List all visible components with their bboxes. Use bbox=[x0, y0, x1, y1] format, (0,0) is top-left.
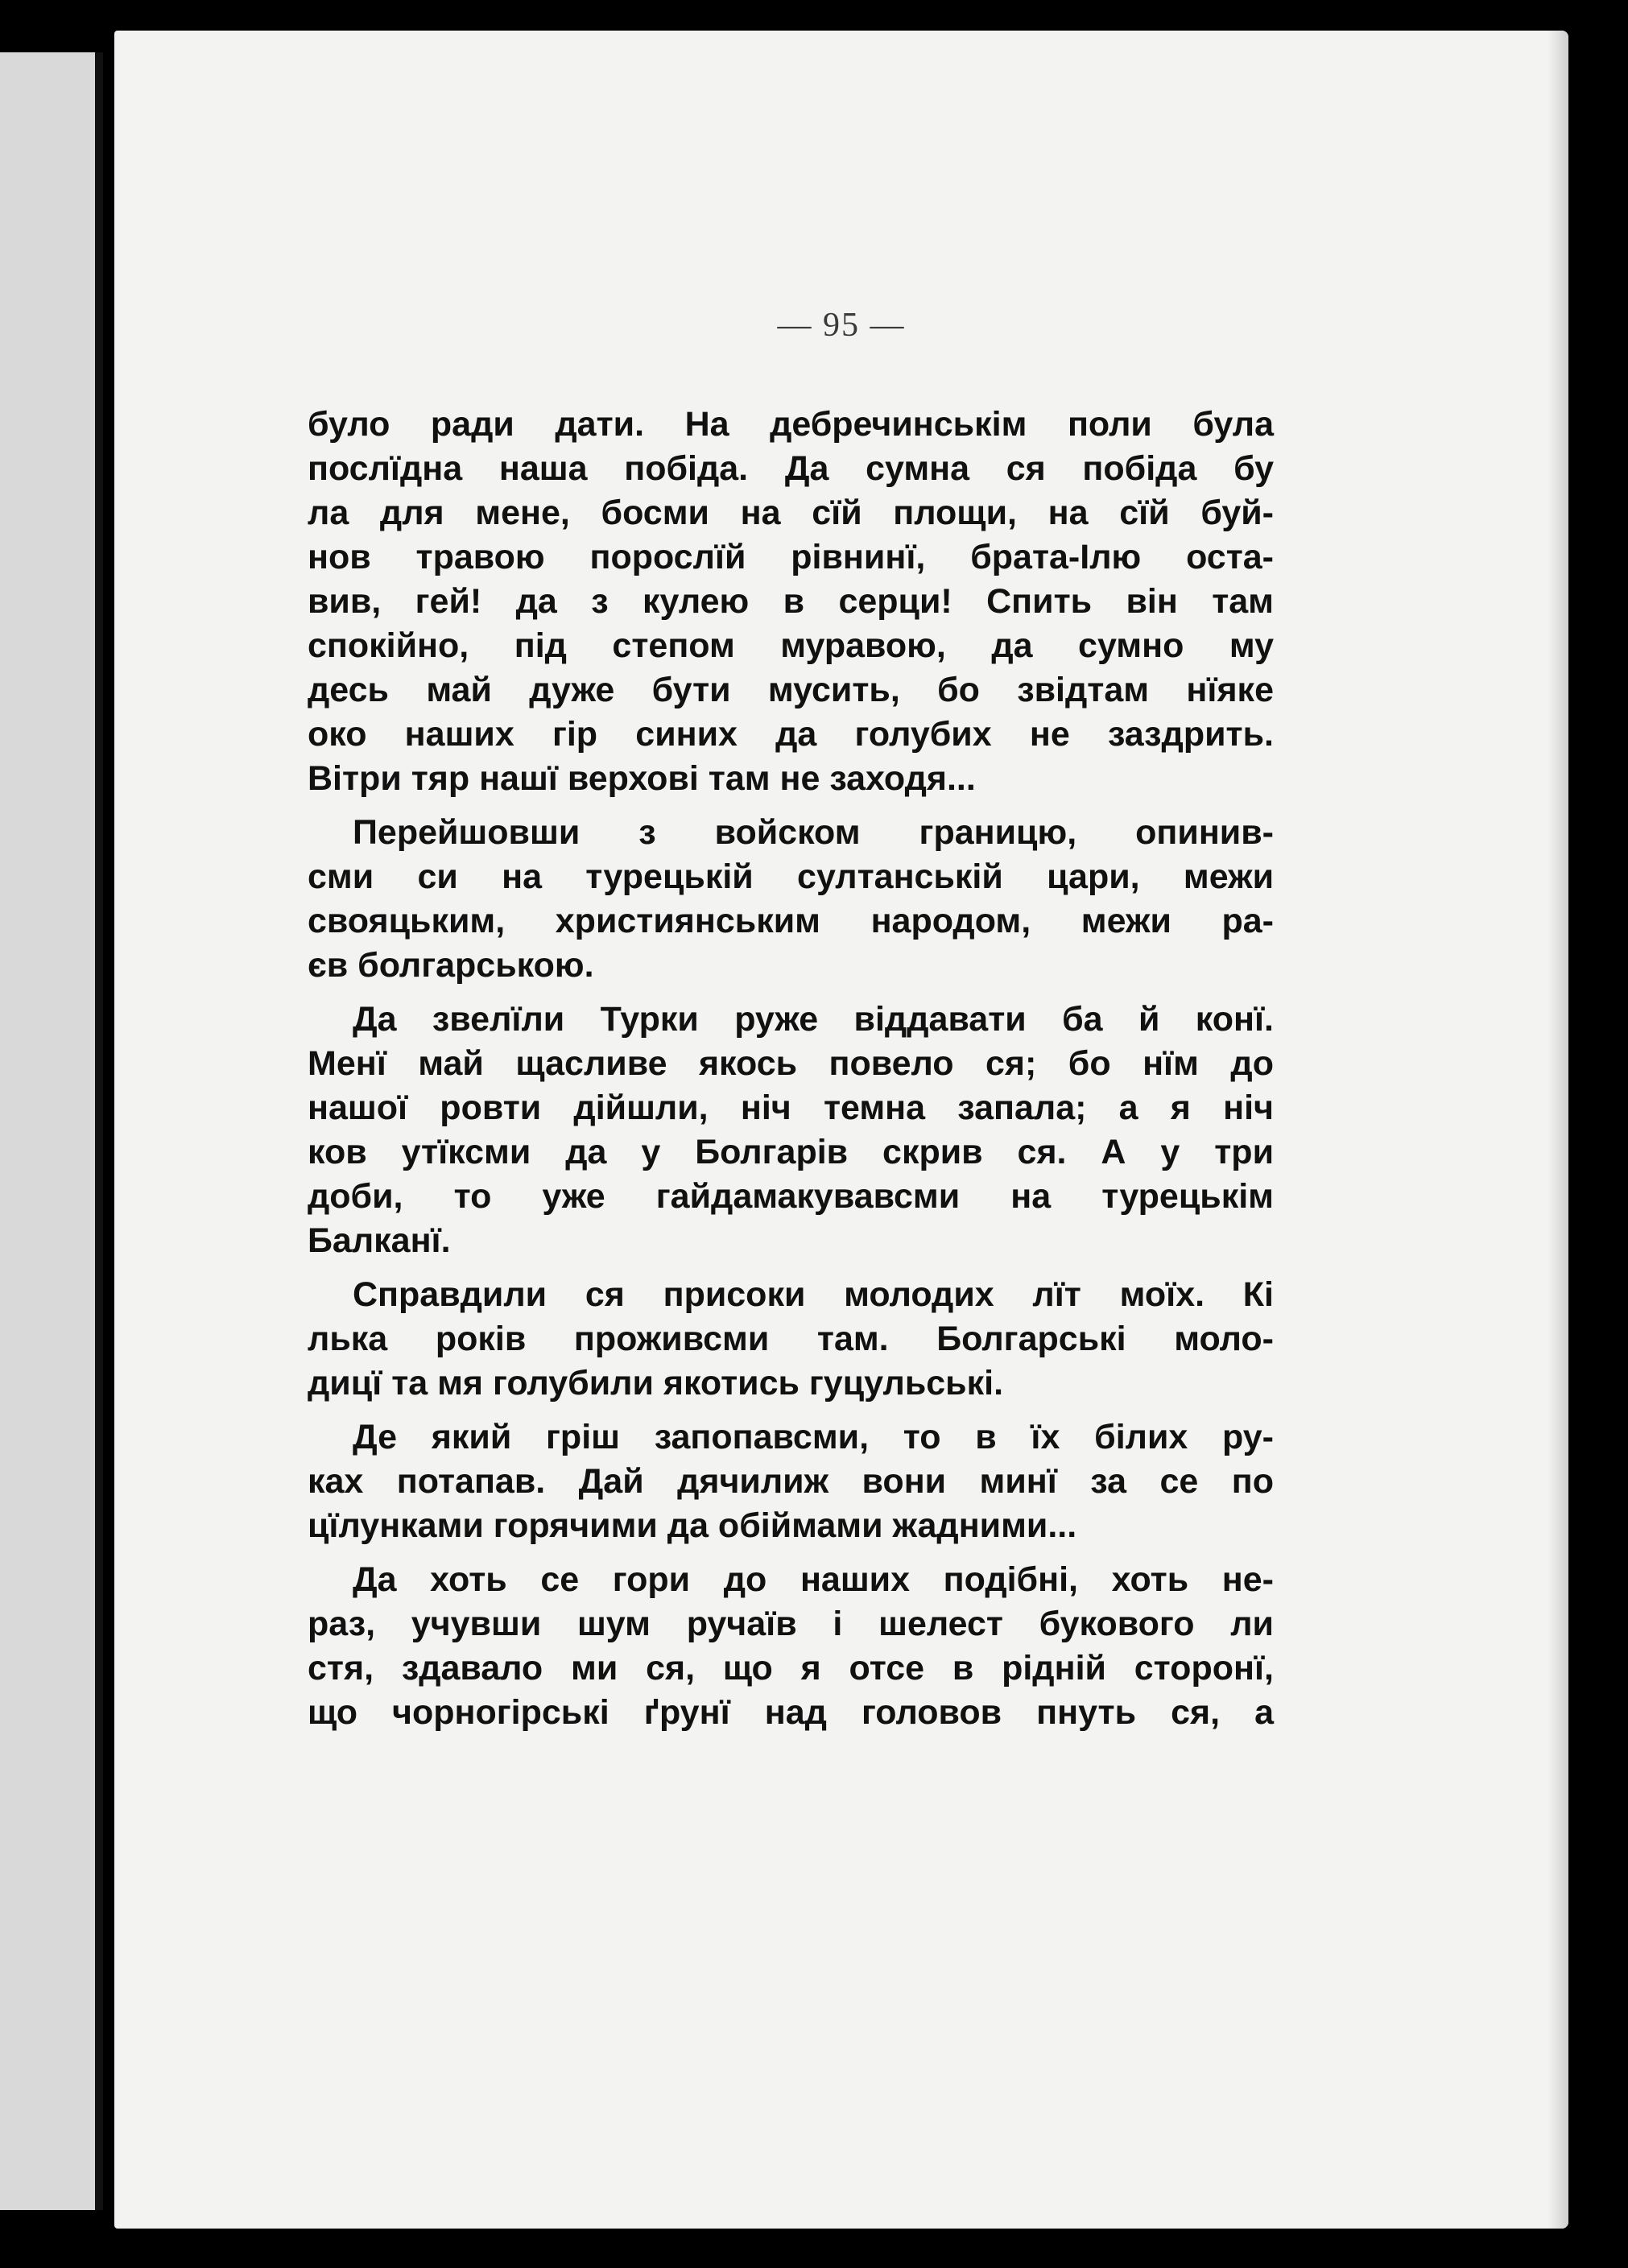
text-line: десь май дуже бути мусить, бо звідтам нїяке bbox=[308, 671, 1274, 709]
text-line: було ради дати. На дебречинськім поли була bbox=[308, 405, 1274, 444]
text-line: цїлунками горячими да обіймами жадними... bbox=[308, 1506, 1077, 1545]
text-line: Справдили ся присоки молодих лїт моїх. Кі bbox=[353, 1275, 1274, 1314]
text-line: ков утїксми да у Болгарів скрив ся. А у три bbox=[308, 1133, 1274, 1171]
text-line: свояцьким, християнським народом, межи ра- bbox=[308, 902, 1274, 940]
paragraph-4 bbox=[308, 1273, 1274, 1406]
text-line: Да хоть се гори до наших подібні, хоть не- bbox=[353, 1560, 1274, 1599]
text-line: Менї май щасливе якось повело ся; бо нїм до bbox=[308, 1044, 1274, 1083]
text-line: стя, здавало ми ся, що я отсе в рідній сторонї, bbox=[308, 1649, 1274, 1688]
paragraph-5 bbox=[308, 1415, 1274, 1548]
text-line: спокійно, під степом муравою, да сумно му bbox=[308, 626, 1274, 665]
text-line: що чорногірські ґрунї над головов пнуть ся, а bbox=[308, 1693, 1274, 1732]
text-line: послїдна наша побіда. Да сумна ся побіда бу bbox=[308, 449, 1274, 488]
page-edge bbox=[1547, 31, 1568, 2229]
text-line: Вітри тяр нашї верхові там не заходя... bbox=[308, 759, 976, 798]
text-line: раз, учувши шум ручаїв і шелест букового ли bbox=[308, 1605, 1274, 1643]
text-line: Де який гріш запопавсми, то в їх білих ру- bbox=[353, 1418, 1274, 1456]
paragraph-2 bbox=[308, 811, 1274, 988]
text-line: доби, то уже гайдамакувавсми на турецькім bbox=[308, 1177, 1274, 1216]
page-number: — 95 — bbox=[777, 307, 906, 344]
paragraph-1 bbox=[308, 403, 1274, 801]
text-line: нашої ровти дійшли, ніч темна запала; а я ніч bbox=[308, 1089, 1274, 1127]
paragraph-6 bbox=[308, 1558, 1274, 1735]
text-line: Балканї. bbox=[308, 1221, 451, 1260]
text-line: лька років проживсми там. Болгарські моло- bbox=[308, 1320, 1274, 1358]
text-line: дицї та мя голубили якотись гуцульські. bbox=[308, 1364, 1004, 1403]
text-line: нов травою порослїй рівнинї, брата-Ілю оста- bbox=[308, 538, 1274, 576]
text-line: сми си на турецькій султанській цари, межи bbox=[308, 857, 1274, 896]
text-line: Да звелїли Турки руже віддавати ба й конї. bbox=[353, 1000, 1274, 1039]
left-page-edge bbox=[0, 52, 103, 2210]
text-line: Перейшовши з войском границю, опинив- bbox=[353, 813, 1274, 852]
text-line: око наших гір синих да голубих не заздрить. bbox=[308, 715, 1274, 754]
paragraph-3 bbox=[308, 998, 1274, 1263]
text-line: вив, гей! да з кулею в серци! Спить він там bbox=[308, 582, 1274, 621]
text-line: ла для мене, босми на сїй площи, на сїй буй- bbox=[308, 494, 1274, 532]
page-text bbox=[308, 403, 1274, 1745]
text-line: єв болгарською. bbox=[308, 946, 594, 985]
text-line: ках потапав. Дай дячилиж вони минї за се по bbox=[308, 1462, 1274, 1501]
